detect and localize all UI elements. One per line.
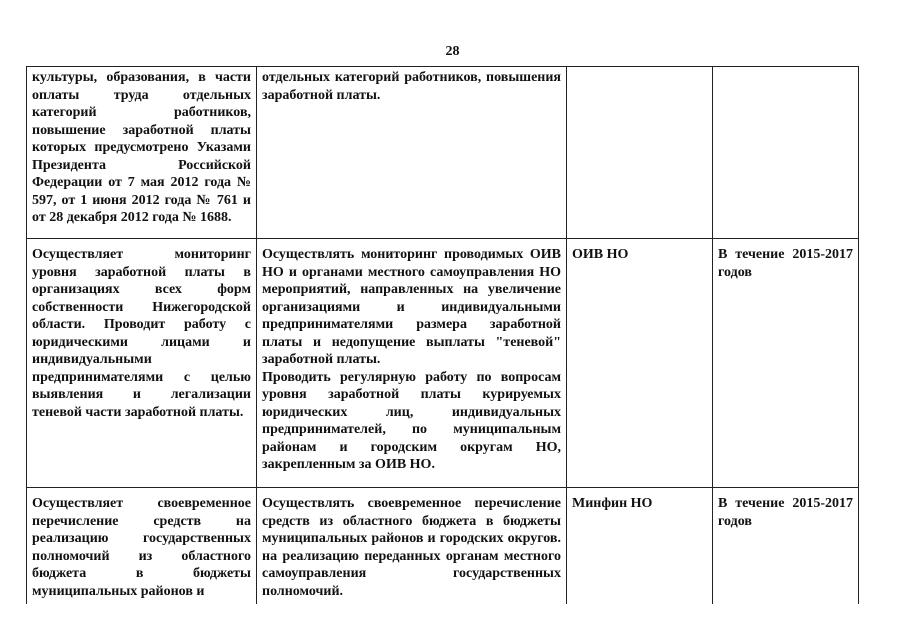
cell-text: Минфин НО <box>572 496 653 511</box>
measures-table <box>26 66 859 604</box>
cell-text: Осуществляет мониторинг уровня заработной платы в организациях всех форм собственности Нижегородской области. Проводит работу с юридическими лицами и индивидуальными предпринимателями с целью выявления и легализации теневой части заработной платы. <box>32 247 251 420</box>
table-cell-executor <box>567 488 713 605</box>
table-row <box>27 488 859 605</box>
cell-text: Осуществлять своевременное перечисление средств из областного бюджета в бюджеты муниципальных районов и городских округов. на реализацию переданных органам местного самоуправления государственных полномочий. <box>262 496 561 599</box>
table-cell-measure <box>257 488 567 605</box>
table-cell-deadline <box>713 67 859 239</box>
cell-text: культуры, образования, в части оплаты труда отдельных категорий работников, повышение заработной платы которых предусмотрено Указами Президента Российской Федерации от 7 мая 2012 года № 597, от 1 июня 2012 года № 761 и от 28 декабря 2012 года № 1688. <box>32 70 251 225</box>
table-cell-executor <box>567 67 713 239</box>
cell-text: В течение 2015-2017 годов <box>718 496 853 529</box>
table-cell-measure <box>257 67 567 239</box>
cell-text: отдельных категорий работников, повышения заработной платы. <box>262 70 561 103</box>
table-cell-executor <box>567 239 713 488</box>
table-cell-deadline <box>713 239 859 488</box>
table-cell-function <box>27 488 257 605</box>
table-row <box>27 239 859 488</box>
cell-text: Осуществляет своевременное перечисление средств на реализацию государственных полномочий из областного бюджета в бюджеты муниципальных районов и <box>32 496 251 599</box>
cell-text: В течение 2015-2017 годов <box>718 247 853 280</box>
table-cell-function <box>27 67 257 239</box>
table-cell-function <box>27 239 257 488</box>
cell-text: ОИВ НО <box>572 247 629 262</box>
table-cell-deadline <box>713 488 859 605</box>
table-cell-measure <box>257 239 567 488</box>
table-row <box>27 67 859 239</box>
cell-text: Осуществлять мониторинг проводимых ОИВ НО и органами местного самоуправления НО мероприятий, направленных на увеличение организациями и индивидуальными предпринимателями размера заработной платы и недопущение выплаты "теневой" заработной платы. Проводить регулярную работу по вопросам уровня заработной платы курируемых юридических лиц, индивидуальных предпринимателей, по муниципальным районам и городским округам НО, закрепленным за ОИВ НО. <box>262 247 561 472</box>
page-number: 28 <box>445 44 460 59</box>
